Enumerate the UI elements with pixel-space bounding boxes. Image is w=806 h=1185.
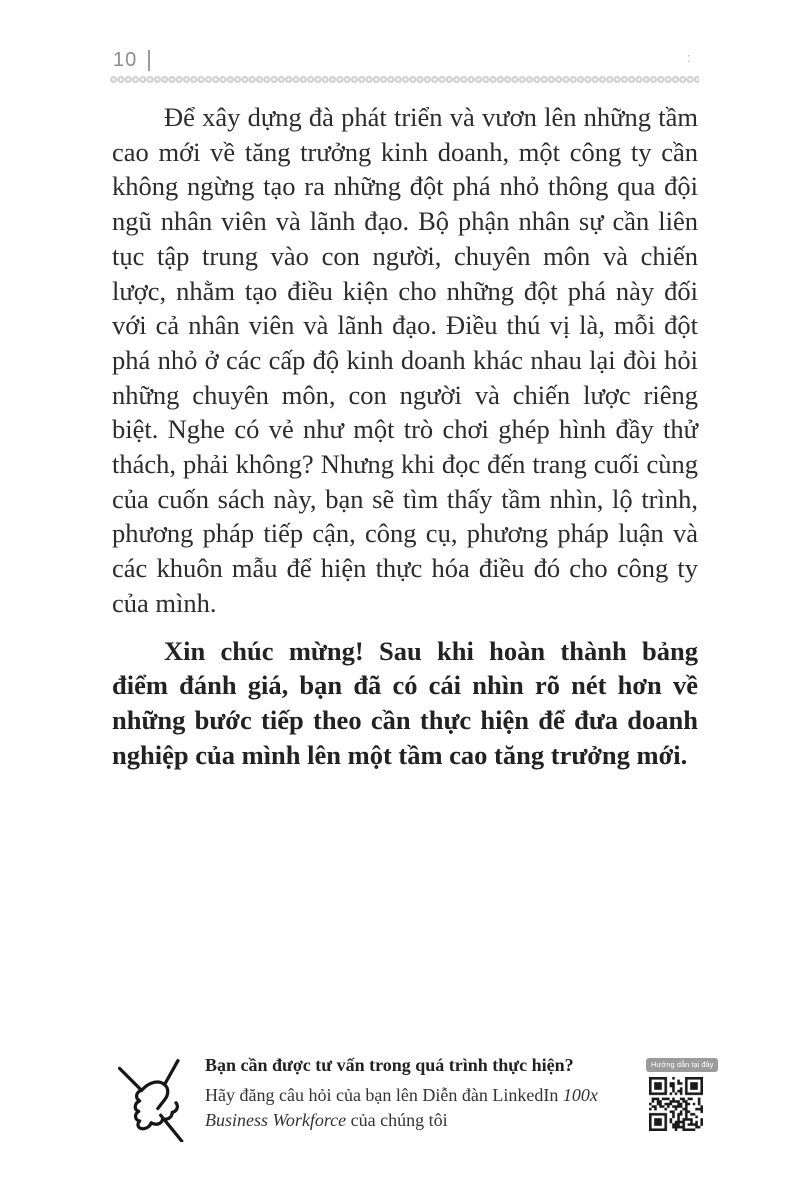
ornament-divider [110,75,699,84]
callout-title: Bạn cần được tư vấn trong quá trình thực hiện? [205,1055,574,1075]
helping-hand-icon [110,1054,198,1142]
callout-body-prefix: Hãy đăng câu hỏi của bạn lên Diễn đàn LinkedIn [205,1085,563,1105]
consult-callout [110,1048,714,1148]
body-paragraph: Để xây dựng đà phát triển và vươn lên những tầm cao mới về tăng trưởng kinh doanh, một công ty cần không ngừng tạo ra những đột phá nhỏ thông qua đội ngũ nhân viên và lãnh đạo. Bộ phận nhân sự cần liên tục tập trung vào con người, chuyên môn và chiến lược, nhằm tạo điều kiện cho những đột phá này đối với cả nhân viên và lãnh đạo. Điều thú vị là, mỗi đột phá nhỏ ở các cấp độ kinh doanh khác nhau lại đòi hỏi những chuyên môn, con người và chiến lược riêng biệt. Nghe có vẻ như một trò chơi ghép hình đầy thử thách, phải không? Nhưng khi đọc đến trang cuối cùng của cuốn sách này, bạn sẽ tìm thấy tầm nhìn, lộ trình, phương pháp tiếp cận, công cụ, phương pháp luận và các khuôn mẫu để hiện thực hóa điều đó cho công ty của mình. [112,102,698,618]
page-number: 10 [113,49,138,71]
qr-block [646,1054,714,1131]
callout-body-suffix: của chúng tôi [346,1110,448,1130]
highlight-paragraph: Xin chúc mừng! Sau khi hoàn thành bảng điểm đánh giá, bạn đã có cái nhìn rõ nét hơn về những bước tiếp theo cần thực hiện để đưa doanh nghiệp của mình lên một tầm cao tăng trưởng mới. [112,635,698,770]
header-corner-mark: : [687,50,691,65]
callout-text-block [205,1054,637,1133]
qr-code-icon [649,1077,703,1131]
forum-name: 100x Business Workforce [205,1085,598,1130]
qr-label-badge: Hướng dẫn tại đây [646,1058,718,1072]
page-number-divider [148,50,150,71]
page-body [112,100,698,772]
callout-body [205,1083,637,1133]
